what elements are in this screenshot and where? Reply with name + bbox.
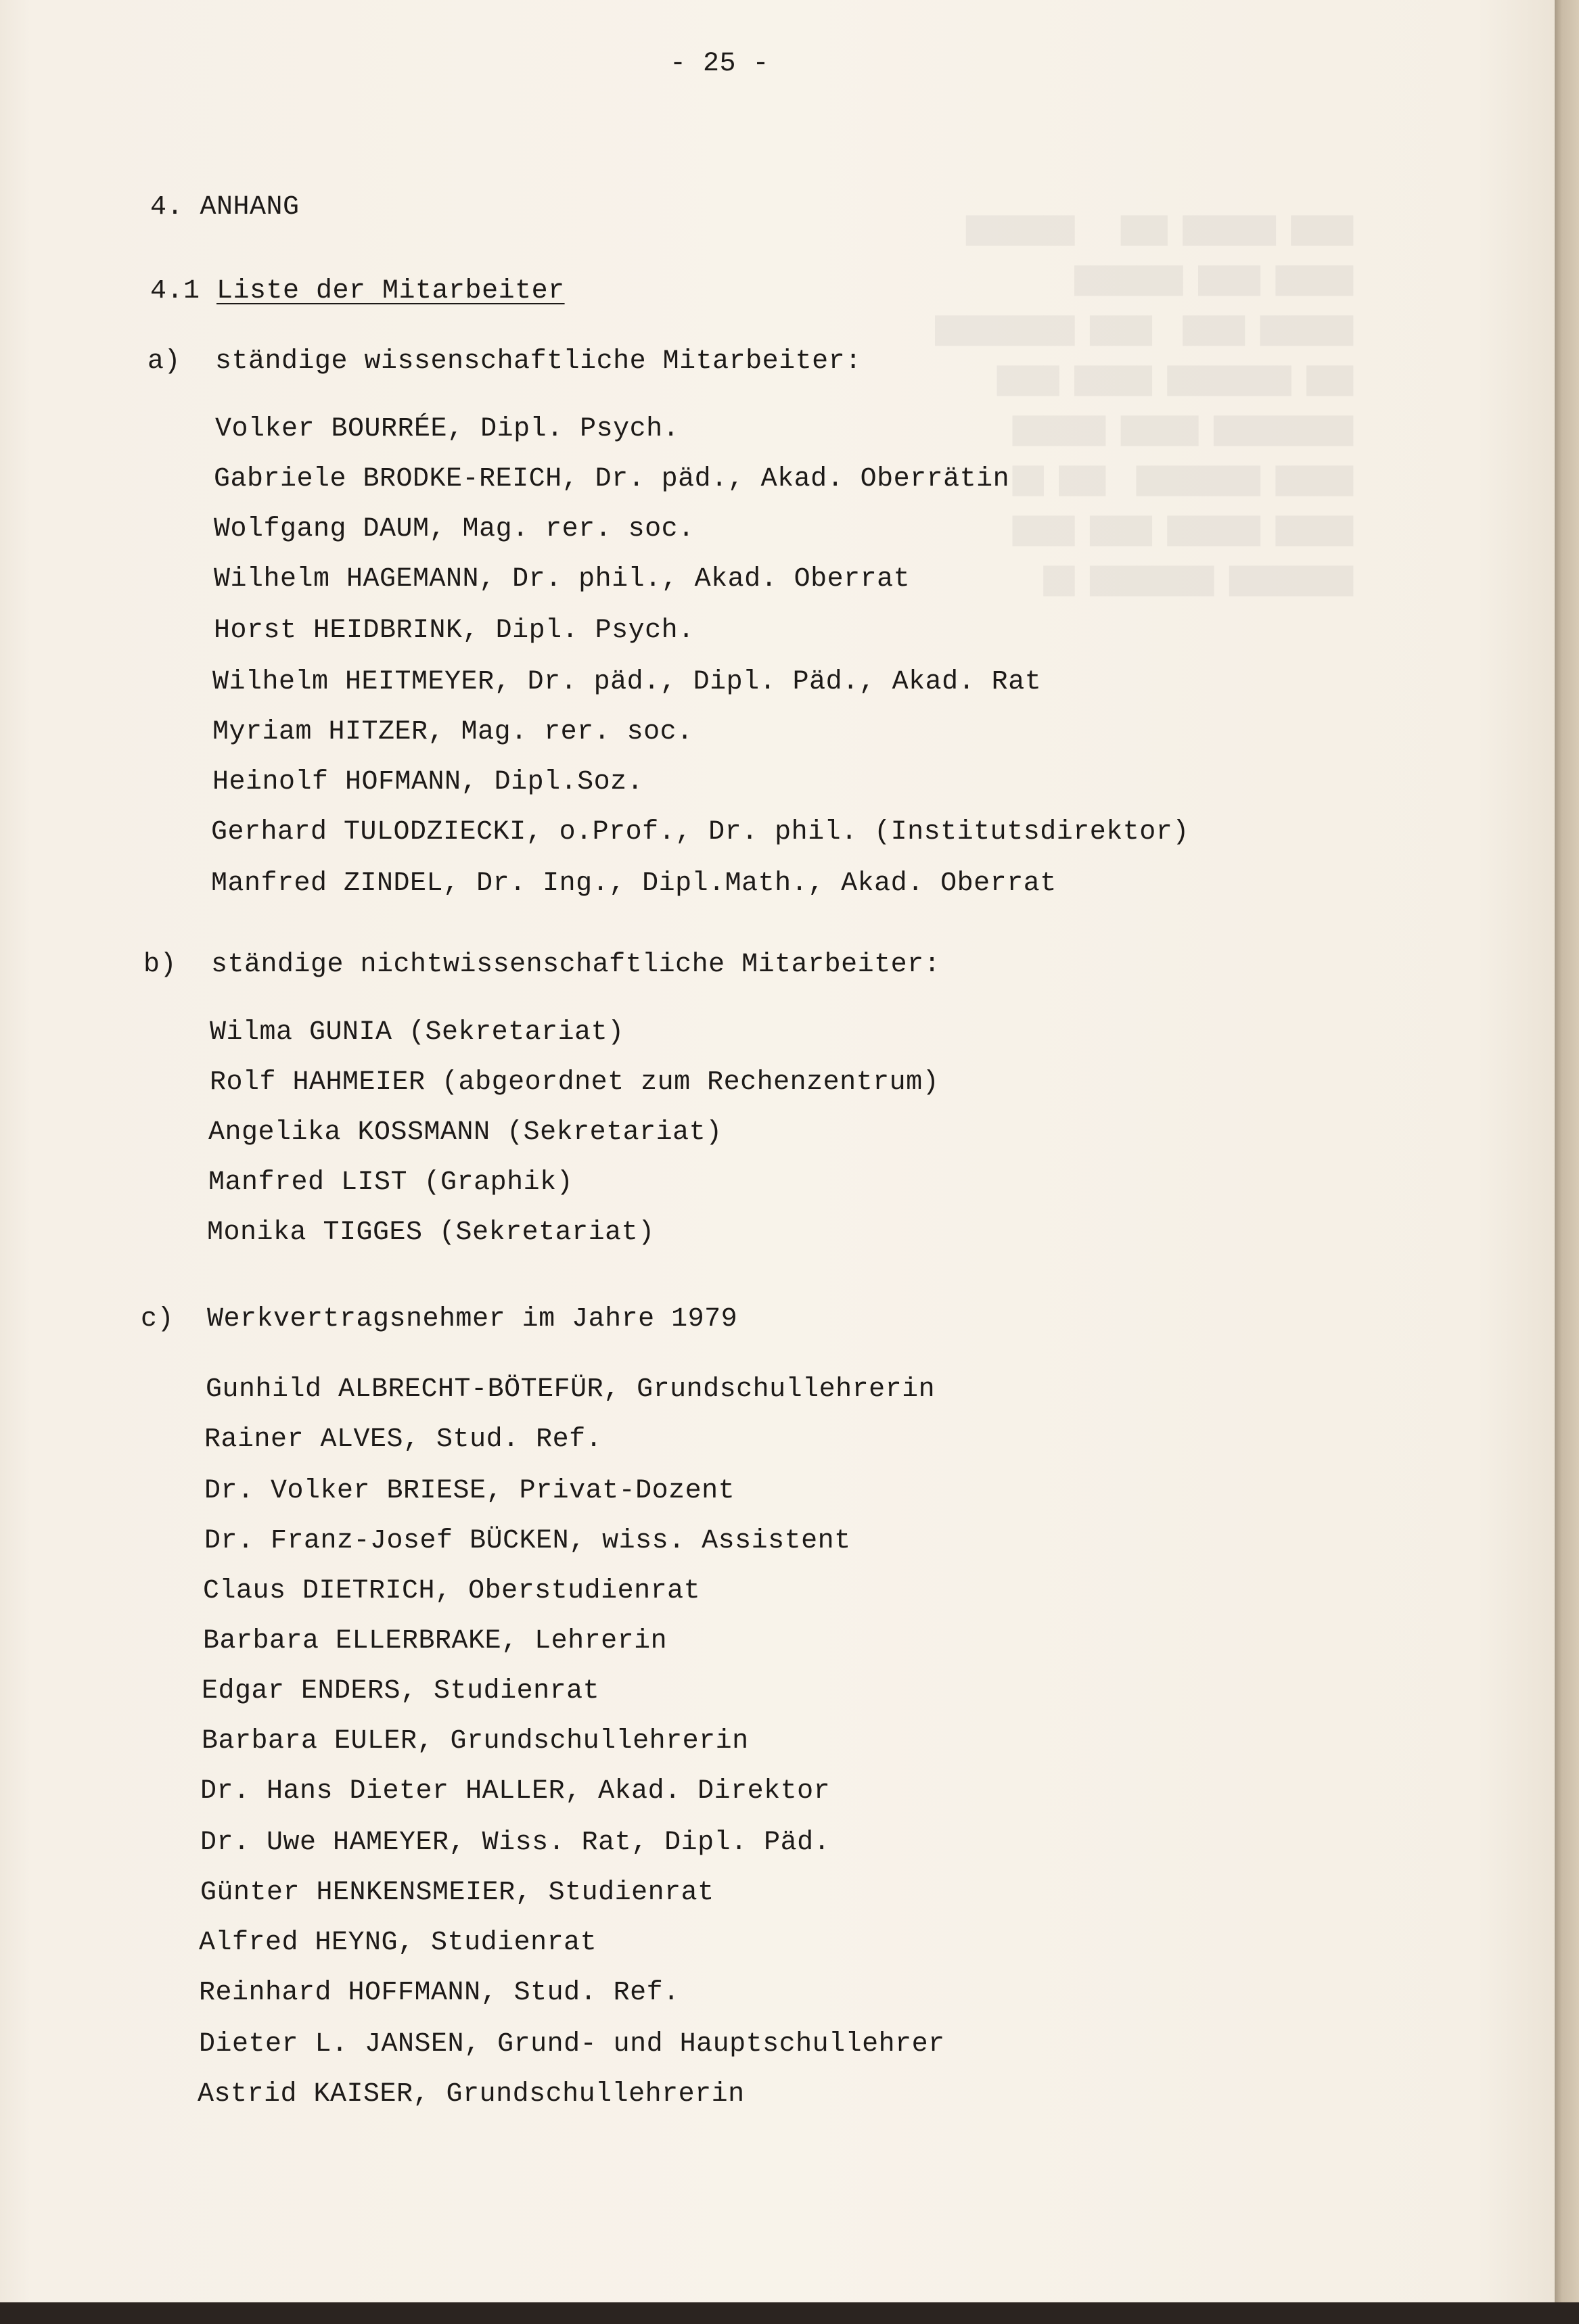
group-a-member: Wilhelm HEITMEYER, Dr. päd., Dipl. Päd., Akad. Rat — [212, 667, 1042, 697]
subsection-title: Liste der Mitarbeiter — [216, 276, 565, 306]
group-b-member: Wilma GUNIA (Sekretariat) — [210, 1017, 624, 1048]
group-c-member: Dr. Volker BRIESE, Privat-Dozent — [204, 1476, 735, 1506]
group-c-member: Günter HENKENSMEIER, Studienrat — [200, 1878, 714, 1908]
group-a-member: Heinolf HOFMANN, Dipl.Soz. — [212, 767, 644, 797]
page-edge-shadow — [1555, 0, 1579, 2324]
group-c-member: Barbara EULER, Grundschullehrerin — [202, 1726, 749, 1757]
group-b-title: ständige nichtwissenschaftliche Mitarbeiter: — [211, 950, 941, 980]
group-c-member: Claus DIETRICH, Oberstudienrat — [203, 1576, 701, 1606]
group-b-member: Manfred LIST (Graphik) — [208, 1167, 574, 1198]
group-c-member: Dr. Hans Dieter HALLER, Akad. Direktor — [200, 1776, 831, 1807]
group-a-member: Horst HEIDBRINK, Dipl. Psych. — [214, 615, 695, 646]
group-c-title: Werkvertragsnehmer im Jahre 1979 — [207, 1304, 738, 1334]
group-c-label: c) — [141, 1304, 175, 1334]
group-a-member: Wilhelm HAGEMANN, Dr. phil., Akad. Oberrat — [214, 564, 911, 595]
group-b-member: Angelika KOSSMANN (Sekretariat) — [208, 1117, 723, 1148]
group-c-member: Edgar ENDERS, Studienrat — [202, 1676, 600, 1706]
group-a-title: ständige wissenschaftliche Mitarbeiter: — [215, 346, 862, 377]
group-c-member: Rainer ALVES, Stud. Ref. — [204, 1424, 603, 1455]
group-c-member: Reinhard HOFFMANN, Stud. Ref. — [199, 1978, 680, 2008]
group-c-member: Barbara ELLERBRAKE, Lehrerin — [203, 1626, 668, 1656]
group-a-member: Gerhard TULODZIECKI, o.Prof., Dr. phil. (Institutsdirektor) — [211, 817, 1189, 847]
group-c-member: Dr. Franz-Josef BÜCKEN, wiss. Assistent — [204, 1526, 851, 1556]
group-c-member: Gunhild ALBRECHT-BÖTEFÜR, Grundschullehrerin — [206, 1374, 936, 1405]
subsection-number: 4.1 — [150, 276, 200, 306]
group-a-member: Myriam HITZER, Mag. rer. soc. — [212, 717, 693, 747]
group-c-member: Dieter L. JANSEN, Grund- und Hauptschullehrer — [199, 2029, 945, 2060]
scan-bottom-band — [0, 2302, 1579, 2324]
group-a-member: Gabriele BRODKE-REICH, Dr. päd., Akad. Oberrätin — [214, 464, 1010, 494]
group-c-member: Alfred HEYNG, Studienrat — [199, 1928, 597, 1958]
group-b-member: Rolf HAHMEIER (abgeordnet zum Rechenzentrum) — [210, 1067, 940, 1098]
group-b-label: b) — [143, 950, 177, 980]
group-a-label: a) — [147, 346, 181, 377]
group-c-member: Astrid KAISER, Grundschullehrerin — [198, 2079, 745, 2110]
section-heading: 4. ANHANG — [150, 192, 300, 223]
group-a-member: Manfred ZINDEL, Dr. Ing., Dipl.Math., Akad. Oberrat — [211, 868, 1057, 899]
group-c-member: Dr. Uwe HAMEYER, Wiss. Rat, Dipl. Päd. — [200, 1828, 831, 1858]
page-number: - 25 - — [670, 49, 770, 79]
group-a-member: Wolfgang DAUM, Mag. rer. soc. — [214, 514, 695, 544]
group-b-member: Monika TIGGES (Sekretariat) — [207, 1217, 655, 1248]
group-a-member: Volker BOURRÉE, Dipl. Psych. — [215, 414, 680, 444]
